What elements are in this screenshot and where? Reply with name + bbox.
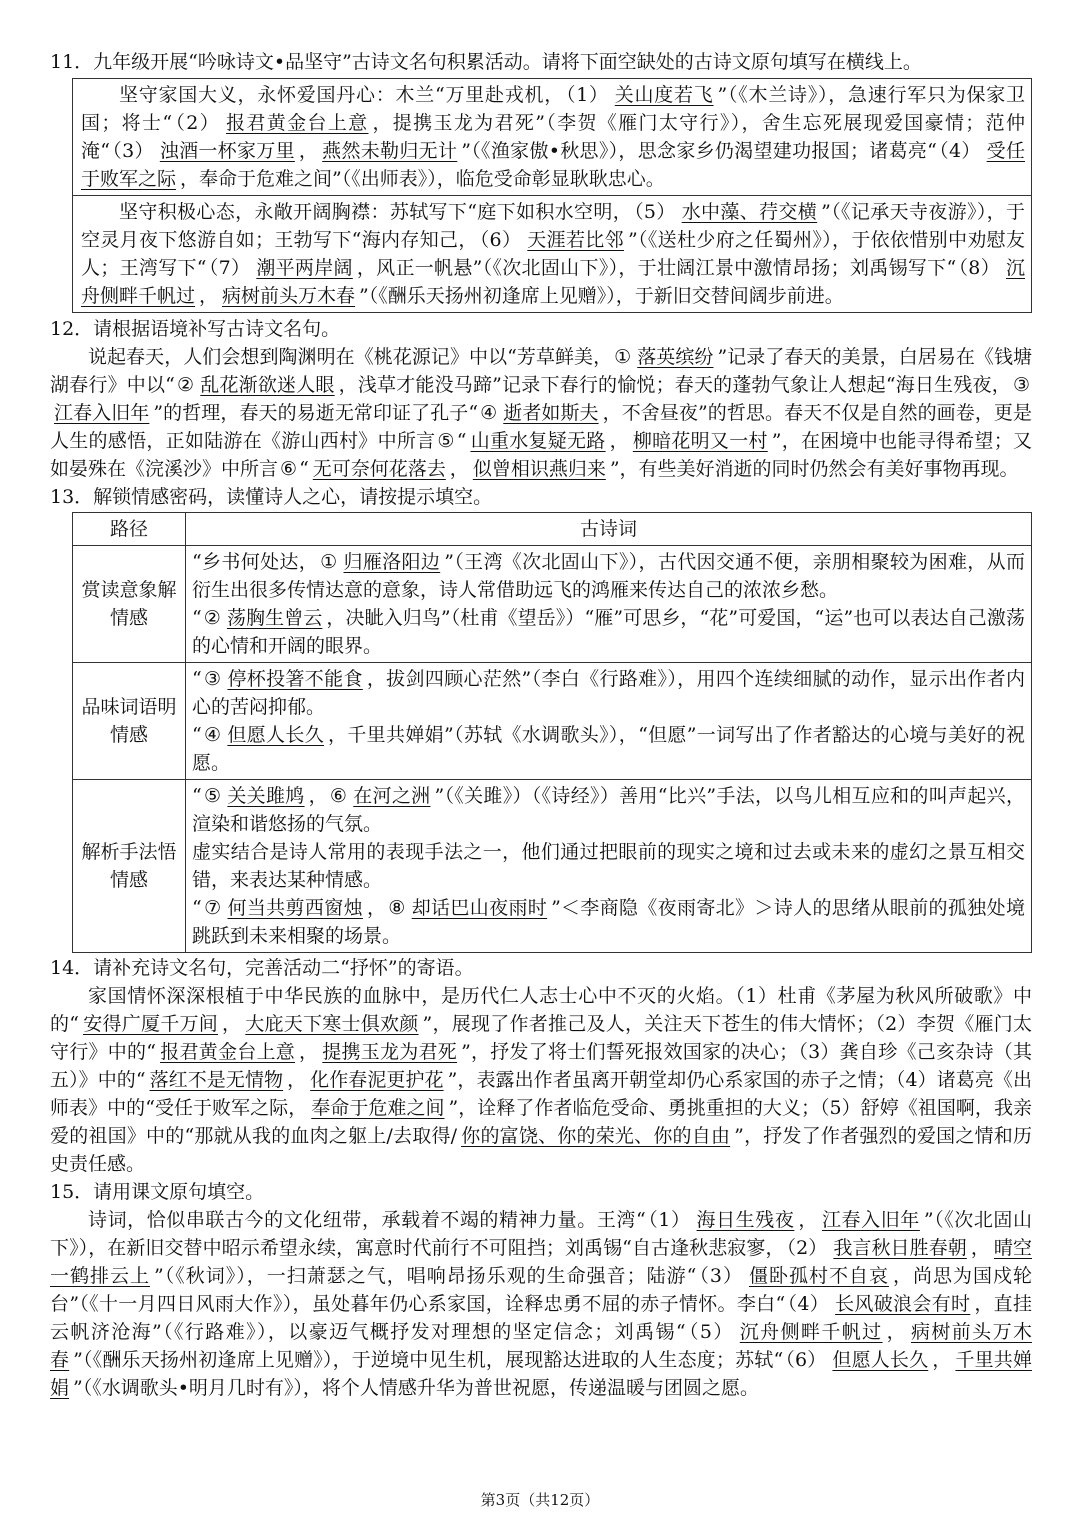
answer-blank: 乱花渐欲迷人眼 <box>200 374 335 396</box>
text: ，决眦入归鸟”（杜甫《望岳》）“雁”可思乡，“花”可爱国，“运”也可以表达自己激荡的心情和开阔的眼界。 <box>192 607 1025 657</box>
text: ”（《秋词》），一扫萧瑟之气，唱响昂扬乐观的生命强音；陆游“ <box>154 1265 697 1287</box>
answer-blank: 天涯若比邻 <box>527 229 624 251</box>
row-paragraph <box>192 782 1025 838</box>
text: ”，抒发了作者强烈的爱国之情和历史责任感。 <box>50 1125 1032 1175</box>
text: ，奉命于危难之间”（《出师表》），临危受命彰显耿耿忠心。 <box>180 168 665 190</box>
question-11-box <box>72 78 1032 313</box>
table-row <box>73 780 1032 953</box>
separator: ， <box>970 1237 990 1259</box>
answer-blank: 归雁洛阳边 <box>343 551 441 573</box>
answer-blank: 海日生残夜 <box>696 1209 795 1231</box>
separator: ， <box>932 1349 952 1371</box>
text: ”（《记承天寺夜游》），于空灵月夜下悠游自如；王勃写下“海内存知己， <box>81 201 1026 251</box>
row-path-label: 赏读意象解情感 <box>73 546 186 663</box>
row-paragraph <box>192 604 1025 660</box>
answer-blank: 落红不是无情物 <box>149 1069 284 1091</box>
text: ”（《渔家傲•秋思》），思念家乡仍渴望建功报国；诸葛亮“ <box>461 140 937 162</box>
blank-number: （5） <box>687 1321 734 1343</box>
text: ，提携玉龙为君死”（李贺《雁门太守行》），舍生忘死展现爱国豪情；范仲淹“ <box>81 112 1025 162</box>
blank-number: ① <box>614 346 632 368</box>
answer-blank: 停杯投箸不能食 <box>227 668 363 690</box>
text: 家国情怀深深根植于中华民族的血脉中，是历代仁人志士心中不灭的火焰。（1）杜甫《茅屋为秋风所破歌》中的“ <box>50 985 1032 1035</box>
separator: ， <box>798 1209 818 1231</box>
separator: ， <box>886 1321 907 1343</box>
answer-blank: 燕然未勒归无计 <box>322 140 458 162</box>
row-paragraph <box>192 721 1025 777</box>
text: ”（王湾《次北固山下》），古代因交通不便，亲朋相聚较为困难，从而衍生出很多传情达意的意象，诗人常借助远飞的鸿雁来传达自己的浓浓乡愁。 <box>192 551 1025 601</box>
blank-number: ④ <box>480 402 498 424</box>
blank-number: ③ <box>1012 374 1030 396</box>
row-content <box>186 546 1032 663</box>
answer-blank: 水中藻、荇交横 <box>681 201 818 223</box>
column-header-path: 路径 <box>73 513 186 546</box>
blank-number: （6） <box>479 229 522 251</box>
answer-blank: 病树前头万木春 <box>222 285 356 307</box>
question-15-title: 15．请用课文原句填空。 <box>50 1181 265 1203</box>
text: ，不舍昼夜”的哲思。春天不仅是自然的画卷，更是人生的感悟，正如陆游在《游山西村》中所言 <box>50 402 1032 452</box>
page-footer: 第3页（共12页） <box>480 1491 600 1509</box>
separator: ， <box>449 458 469 480</box>
text: ”，有些美好消逝的同时仍然会有美好事物再现。 <box>609 458 1019 480</box>
separator: ， <box>287 1069 307 1091</box>
blank-number: ⑧ <box>388 897 406 919</box>
question-15-body <box>50 1206 1032 1402</box>
table-row <box>73 546 1032 663</box>
answer-blank: 但愿人长久 <box>832 1349 929 1371</box>
blank-number: （3） <box>698 1265 743 1287</box>
answer-blank: 化作春泥更护花 <box>310 1069 444 1091</box>
blank-number: （3） <box>112 140 154 162</box>
text: ”记录了春天的美景，白居易在《钱塘湖春行》中以“ <box>50 346 1032 396</box>
text: ”（《酬乐天扬州初逢席上见赠》），于新旧交替间阔步前进。 <box>359 285 844 307</box>
blank-number: （1） <box>565 84 609 106</box>
text: ”（《水调歌头•明月几时有》），将个人情感升华为普世祝愿，传递温暖与团圆之愿。 <box>73 1377 759 1399</box>
answer-blank: 提携玉龙为君死 <box>322 1041 458 1063</box>
answer-blank: 荡胸生曾云 <box>226 607 323 629</box>
blank-number: （1） <box>647 1209 691 1231</box>
text: ”（《次北固山下》），在新旧交替中昭示希望永续，寓意时代前行不可阻挡；刘禹锡“自古逢秋悲寂寥， <box>50 1209 1032 1259</box>
answer-blank: 江春入旧年 <box>821 1209 920 1231</box>
row-paragraph: 虚实结合是诗人常用的表现手法之一，他们通过把眼前的现实之境和过去或未来的虚幻之景互相交错，来表达某种情感。 <box>192 841 1025 891</box>
question-14-title: 14．请补充诗文名句，完善活动二“抒怀”的寄语。 <box>50 957 474 979</box>
answer-blank: 浊酒一杯家万里 <box>159 140 295 162</box>
answer-blank: 但愿人长久 <box>227 724 325 746</box>
row-paragraph <box>192 548 1025 604</box>
text: ，拔剑四顾心茫然”（李白《行路难》），用四个连续细腻的动作，显示出作者内心的苦闷抑郁。 <box>192 668 1025 718</box>
answer-blank: 报君黄金台上意 <box>159 1041 296 1063</box>
answer-blank: 逝者如斯夫 <box>503 402 599 424</box>
separator: ， <box>298 140 319 162</box>
answer-blank: 潮平两岸阔 <box>256 257 353 279</box>
text: “乡书何处达， <box>192 551 319 573</box>
blank-number: （6） <box>785 1349 827 1371</box>
row-content <box>186 780 1032 953</box>
blank-number: ⑥ <box>329 785 348 807</box>
answer-blank: 晴空一鹤排云上 <box>50 1237 1032 1287</box>
text: ”（《酬乐天扬州初逢席上见赠》），于逆境中见生机，展现豁达进取的人生态度；苏轼“ <box>73 1349 784 1371</box>
answer-blank: 奉命于危难之间 <box>311 1097 445 1119</box>
answer-blank: 千里共婵娟 <box>50 1349 1032 1399</box>
answer-blank: 我言秋日胜春朝 <box>833 1237 967 1259</box>
text: ”（《关雎》）（《诗经》）善用“比兴”手法，以鸟儿相互应和的叫声起兴，渲染和谐悠扬的气氛。 <box>192 785 1025 835</box>
question-11-section-1 <box>73 79 1031 195</box>
answer-blank: 沉舟侧畔千帆过 <box>739 1321 883 1343</box>
text: ”，展现了作者推己及人，关注天下苍生的伟大情怀；（2）李贺《雁门太守行》中的“ <box>50 1013 1032 1063</box>
answer-blank: 落英缤纷 <box>637 346 714 368</box>
question-13-table <box>72 512 1032 953</box>
question-14-body <box>50 982 1032 1178</box>
text: ”（《木兰诗》），急速行军只为保家卫国；将士“ <box>81 84 1025 134</box>
blank-number: ④ <box>203 724 222 746</box>
text: ”＜李商隐《夜雨寄北》＞诗人的思绪从眼前的孤独处境跳跃到未来相聚的场景。 <box>192 897 1025 947</box>
row-paragraph <box>192 665 1025 721</box>
answer-blank: 沉舟侧畔千帆过 <box>81 257 1026 307</box>
text: ，千里共婵娟”（苏轼《水调歌头》），“但愿”一词写出了作者豁达的心境与美好的祝愿。 <box>192 724 1025 774</box>
text: “ <box>192 607 202 629</box>
row-path-label: 品味词语明情感 <box>73 663 186 780</box>
answer-blank: 山重水复疑无路 <box>470 430 606 452</box>
text: ，直挂云帆济沧海”（《行路难》），以豪迈气概抒发对理想的坚定信念；刘禹锡“ <box>50 1293 1032 1343</box>
blank-number: ⑤ <box>437 430 455 452</box>
separator: ， <box>299 1041 319 1063</box>
answer-blank: 关山度若飞 <box>614 84 714 106</box>
answer-blank: 大庇天下寒士俱欢颜 <box>245 1013 419 1035</box>
text: ，风正一帆悬”（《次北固山下》），于壮阔江景中激情昂扬；刘禹锡写下“ <box>356 257 957 279</box>
question-11-title: 11．九年级开展“吟咏诗文•品坚守”古诗文名句积累活动。请将下面空缺处的古诗文原句填写在横线上。 <box>50 51 922 73</box>
answer-blank: 安得广厦千万间 <box>82 1013 218 1035</box>
question-12-title: 12．请根据语境补写古诗文名句。 <box>50 318 341 340</box>
blank-number: （7） <box>208 257 251 279</box>
answer-blank: 关关雎鸠 <box>227 785 305 807</box>
blank-number: （4） <box>938 140 981 162</box>
separator: ， <box>222 1013 242 1035</box>
text: ，浅草才能没马蹄”记录下春行的愉悦；春天的蓬勃气象让人想起“海日生残夜， <box>338 374 1011 396</box>
separator: ， <box>609 430 629 452</box>
answer-blank: 在河之洲 <box>353 785 431 807</box>
answer-blank: 长风破浪会有时 <box>835 1293 971 1315</box>
blank-number: ② <box>203 607 221 629</box>
blank-number: （2） <box>786 1237 828 1259</box>
blank-number: （4） <box>787 1293 830 1315</box>
column-header-poem: 古诗词 <box>186 513 1032 546</box>
answer-blank: 无可奈何花落去 <box>312 458 446 480</box>
blank-number: ③ <box>203 668 222 690</box>
exam-page <box>50 48 1032 1402</box>
text: “ <box>192 668 202 690</box>
answer-blank: 受任于败军之际 <box>81 140 1025 190</box>
text: ”，在困境中也能寻得希望；又如晏殊在《浣溪沙》中所言 <box>50 430 1032 480</box>
text: 坚守积极心态，永敞开阔胸襟：苏轼写下“庭下如积水空明， <box>119 201 633 223</box>
answer-blank: 柳暗花明又一村 <box>632 430 768 452</box>
text: 说起春天，人们会想到陶渊明在《桃花源记》中以“芳草鲜美， <box>88 346 613 368</box>
answer-blank: 你的富饶、你的荣光、你的自由 <box>461 1125 731 1147</box>
answer-blank: 江春入旧年 <box>54 402 150 424</box>
question-13-title: 13．解锁情感密码，读懂诗人之心，请按提示填空。 <box>50 486 493 508</box>
text: ”，抒发了将士们誓死报效国家的决心；（3）龚自珍《己亥杂诗（其五）》中的“ <box>50 1041 1032 1091</box>
blank-number: （2） <box>174 112 221 134</box>
question-12-body: 说起春天，人们会想到陶渊明在《桃花源记》中以“芳草鲜美， ① 落英缤纷 ”记录了春天的美景，白居易在《钱塘湖春行》中以“ ② 乱花渐欲迷人眼 ，浅草才能没马蹄”记录下春行的愉悦；春天的蓬勃气象让人想起“海日生残夜， ③江春入旧年 ”的哲理，春天的易逝无常印证了孔子“ ④ 逝者如斯夫 ，不舍昼夜”的哲思。春天不仅是自然的画卷，更是人生的感悟，正如陆游在《游山西村》中所言 ⑤ “ 山重水复疑无路 ， 柳暗花明又一村 ”，在困境中也能寻得希望；又如晏殊在《浣溪沙》中所言 ⑥ “ 无可奈何花落去 ， 似曾相识燕归来 ”，有些美好消逝的同时仍然会有美好事物再现。 <box>50 346 1032 480</box>
blank-number: ⑦ <box>203 897 222 919</box>
blank-number: （8） <box>958 257 1000 279</box>
blank-number: ② <box>176 374 195 396</box>
text: ”，诠释了作者临危受命、勇挑重担的大义；（5）舒婷《祖国啊，我亲爱的祖国》中的“那就从我的血肉之躯上/去取得/ <box>50 1097 1032 1147</box>
answer-blank: 病树前头万木春 <box>50 1321 1032 1371</box>
row-content <box>186 663 1032 780</box>
answer-blank: 却话巴山夜雨时 <box>411 897 548 919</box>
table-row <box>73 663 1032 780</box>
text: ”（《送杜少府之任蜀州》），于依依惜别中劝慰友人；王湾写下“ <box>81 229 1025 279</box>
separator: ， <box>199 285 219 307</box>
row-paragraph <box>192 894 1025 950</box>
text: ，尚思为国戍轮台”（《十一月四日风雨大作》），虽处暮年仍心系家国，诠释忠勇不屈的赤子情怀。李白“ <box>50 1265 1032 1315</box>
table-header-row <box>73 513 1032 546</box>
blank-number: ① <box>320 551 338 573</box>
text: ”，表露出作者虽离开朝堂却仍心系家国的赤子之情；（4）诸葛亮《出师表》中的“受任于败军之际， <box>50 1069 1032 1119</box>
text: “ <box>192 724 202 746</box>
separator: ， <box>308 785 328 807</box>
answer-blank: 似曾相识燕归来 <box>472 458 606 480</box>
separator: ， <box>366 897 387 919</box>
blank-number: ⑥ <box>280 458 298 480</box>
text: “ <box>192 897 202 919</box>
text: 诗词，恰似串联古今的文化纽带，承载着不竭的精神力量。王湾“ <box>88 1209 646 1231</box>
answer-blank: 何当共剪西窗烛 <box>227 897 363 919</box>
row-path-label: 解析手法悟情感 <box>73 780 186 953</box>
answer-blank: 报君黄金台上意 <box>226 112 369 134</box>
question-11-section-2 <box>73 195 1031 312</box>
text: 坚守家国大义，永怀爱国丹心：木兰“万里赴戎机， <box>119 84 564 106</box>
blank-number: ⑤ <box>203 785 222 807</box>
text: “ <box>192 785 202 807</box>
blank-number: （5） <box>634 201 676 223</box>
answer-blank: 僵卧孤村不自哀 <box>748 1265 889 1287</box>
text: ”的哲理，春天的易逝无常印证了孔子“ <box>153 402 479 424</box>
